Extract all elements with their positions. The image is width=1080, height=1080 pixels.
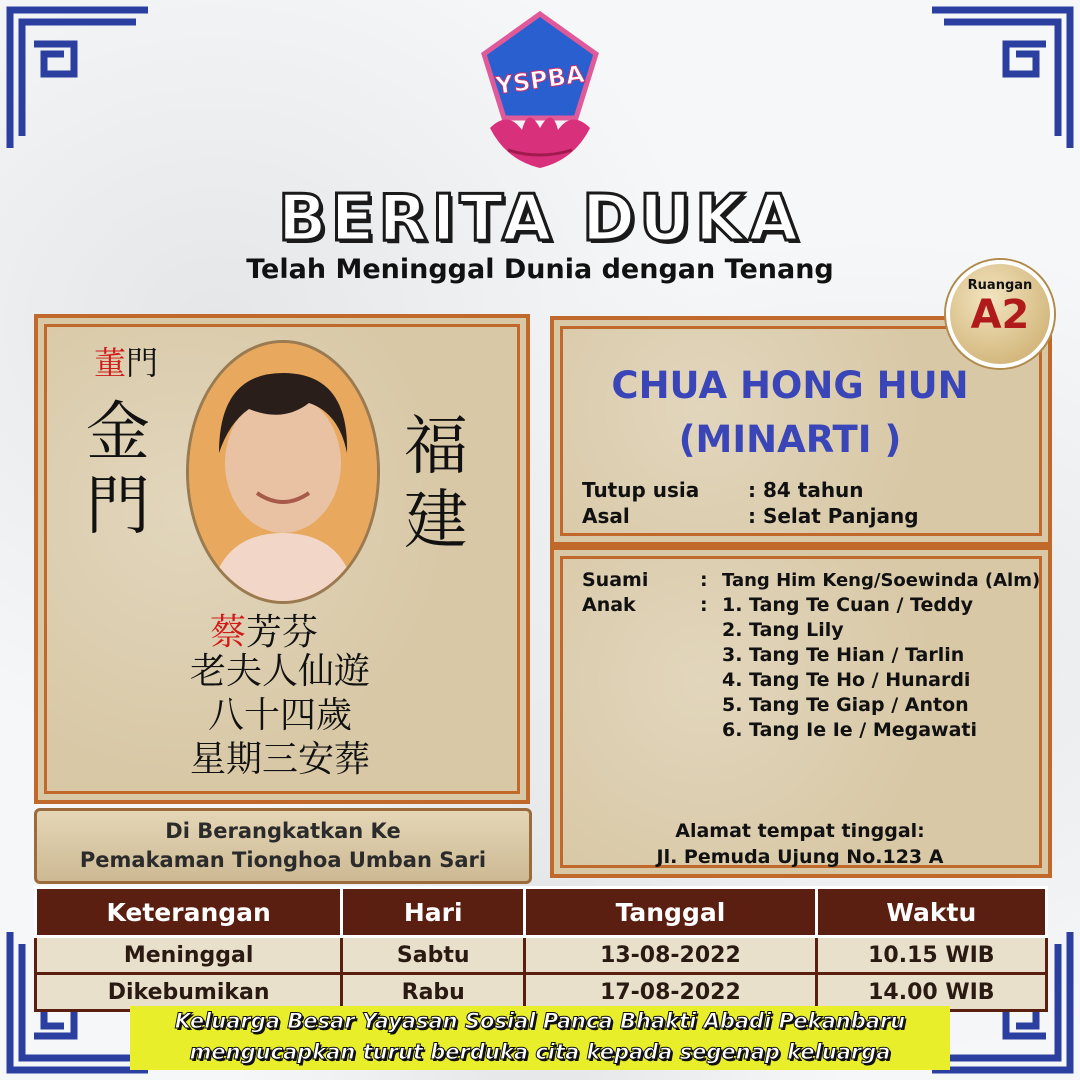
children-colon: : xyxy=(700,594,708,616)
cell: 17-08-2022 xyxy=(525,974,816,1011)
list-item: 5. Tang Te Giap / Anton xyxy=(722,694,969,716)
header-hari: Hari xyxy=(342,888,525,937)
condolence-footer xyxy=(130,1006,950,1070)
cell: Sabtu xyxy=(342,937,525,974)
banner-line-1: Di Berangkatkan Ke xyxy=(165,819,401,843)
portrait-image xyxy=(189,343,377,601)
deceased-alias: (MINARTI ) xyxy=(678,418,902,461)
cell: Dikebumikan xyxy=(36,974,342,1011)
table-row xyxy=(36,937,1047,974)
header-tanggal: Tanggal xyxy=(525,888,816,937)
chinese-memorial-lines: 老夫人仙遊 八十四歲 星期三安葬 xyxy=(189,651,370,780)
spouse-value: Tang Him Keng/Soewinda (Alm) xyxy=(722,570,1041,591)
spouse-label: Suami xyxy=(582,569,649,591)
cell: 10.15 WIB xyxy=(816,937,1046,974)
footer-line-1: Keluarga Besar Yayasan Sosial Panca Bhakti Abadi Pekanbaru xyxy=(174,1009,906,1033)
origin-chars-left: 金 門 xyxy=(86,396,150,544)
footer-line-2: mengucapkan turut berduka cita kepada segenap keluarga xyxy=(189,1040,891,1064)
deceased-photo xyxy=(186,340,380,604)
header-keterangan: Keterangan xyxy=(36,888,342,937)
list-item: 2. Tang Lily xyxy=(722,619,844,641)
cell: Meninggal xyxy=(36,937,342,974)
cell: 13-08-2022 xyxy=(525,937,816,974)
banner-line-2: Pemakaman Tionghoa Umban Sari xyxy=(79,848,487,872)
page-subtitle: Telah Meninggal Dunia dengan Tenang xyxy=(246,254,834,285)
address-label: Alamat tempat tinggal: xyxy=(675,820,925,842)
age-value: : 84 tahun xyxy=(748,478,864,502)
table-header-row xyxy=(36,888,1047,937)
children-list xyxy=(722,593,977,743)
deceased-name: CHUA HONG HUN xyxy=(611,364,969,407)
age-label: Tutup usia xyxy=(582,478,700,502)
table-row xyxy=(36,974,1047,1011)
spouse-colon: : xyxy=(700,569,708,591)
room-badge xyxy=(946,260,1054,368)
origin-value: : Selat Panjang xyxy=(748,504,919,528)
cell: Rabu xyxy=(342,974,525,1011)
cell: 14.00 WIB xyxy=(816,974,1046,1011)
address-value: Jl. Pemuda Ujung No.123 A xyxy=(656,846,944,868)
origin-chars-right: 福 建 xyxy=(404,410,468,558)
header-waktu: Waktu xyxy=(816,888,1046,937)
list-item: 1. Tang Te Cuan / Teddy xyxy=(722,594,973,616)
schedule-table xyxy=(34,886,1048,1012)
deceased-chinese-name: 蔡芳芬 xyxy=(210,612,319,653)
children-label: Anak xyxy=(582,594,636,616)
room-label: Ruangan xyxy=(967,278,1033,293)
list-item: 6. Tang Ie Ie / Megawati xyxy=(722,719,978,741)
logo-text: YSPBA xyxy=(493,59,587,101)
corner-fret-top-left xyxy=(4,4,154,154)
list-item: 3. Tang Te Hian / Tarlin xyxy=(722,644,965,666)
clan-name: 董門 xyxy=(94,344,159,382)
page-title: BERITA DUKA xyxy=(277,182,803,256)
cemetery-banner xyxy=(34,808,532,884)
room-value: A2 xyxy=(970,292,1030,338)
origin-label: Asal xyxy=(582,504,630,528)
corner-fret-top-right xyxy=(926,4,1076,154)
list-item: 4. Tang Te Ho / Hunardi xyxy=(722,669,971,691)
